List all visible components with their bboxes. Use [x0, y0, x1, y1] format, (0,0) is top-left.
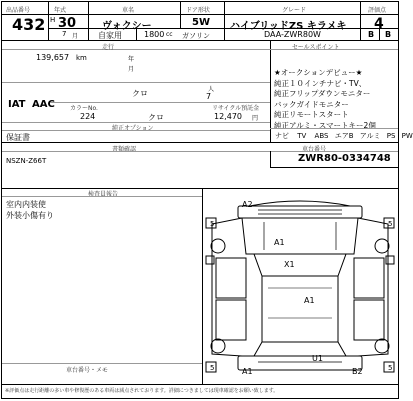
right-front-door — [354, 258, 384, 298]
remark-2: 外装小傷有り — [6, 211, 54, 220]
equipment-row — [275, 131, 413, 141]
damage-a1-rear: A1 — [242, 367, 253, 376]
left-rear-door — [216, 300, 246, 340]
left-mirror — [206, 256, 214, 264]
model-code: DAA-ZWR80W — [264, 30, 321, 39]
damage-a1-hood: A1 — [274, 238, 285, 247]
era: H — [50, 16, 56, 24]
fuel: ガソリン — [182, 32, 210, 40]
interior-grade: B — [368, 30, 375, 39]
year-unit: 年 — [128, 56, 135, 63]
damage-a1-roof: A1 — [304, 296, 315, 305]
color-no-label: カラーNo. — [70, 105, 98, 112]
grade-label: グレード — [282, 7, 307, 14]
color-no-2: クロ — [148, 113, 164, 122]
svg-text:5: 5 — [210, 364, 215, 372]
month-unit-2: 月 — [128, 66, 135, 73]
seats-unit: 人 — [208, 86, 215, 93]
car-damage-diagram — [202, 196, 398, 384]
svg-text:5: 5 — [210, 220, 215, 228]
footer-note: ※評価点は走行距離の多い車や修復歴のある車両は減点されております。詳細につきましては現車確認をお願い致します。 — [5, 388, 279, 394]
damage-b2-rear: B2 — [352, 367, 363, 376]
svg-text:5: 5 — [388, 364, 393, 372]
month-unit: 月 — [72, 33, 79, 40]
damage-u1: U1 — [312, 354, 323, 363]
equip-alloy: アルミ — [359, 132, 381, 140]
score: 4 — [374, 16, 384, 32]
feature-item: バックガイドモニター — [274, 99, 349, 109]
air-conditioning: AAC — [32, 99, 55, 110]
doors-label: ドア形状 — [186, 7, 210, 14]
lot-number: 432 — [12, 15, 46, 34]
right-rear-door — [354, 300, 384, 340]
score-label: 評価点 — [368, 7, 387, 14]
doors: 5W — [192, 17, 210, 28]
month: 7 — [62, 30, 67, 38]
model-year: 30 — [58, 16, 77, 31]
recycle-fee: 12,470 — [214, 112, 242, 121]
sales-points-list — [274, 68, 398, 132]
color: クロ — [132, 89, 148, 98]
wheel-fl — [211, 239, 225, 253]
equip-tv: TV — [297, 132, 307, 140]
feature-item: 純正フリップダウンモニター — [274, 89, 371, 99]
mileage-unit: km — [76, 54, 87, 62]
feature-item: ★オークションデビュー★ — [274, 68, 363, 77]
exterior-grade: B — [385, 30, 392, 39]
equip-airbag: エアB — [334, 132, 354, 140]
chassis-number: ZWR80-0334748 — [298, 153, 391, 164]
front-bumper-outline — [250, 201, 350, 206]
hood — [242, 218, 358, 254]
equip-ps: PS — [386, 132, 396, 140]
grille-lines — [258, 210, 342, 214]
wheel-rl — [211, 339, 225, 353]
right-mirror — [386, 256, 394, 264]
equip-abs: ABS — [314, 132, 329, 140]
wheel-rr — [375, 339, 389, 353]
displacement: 1800 — [144, 30, 165, 39]
recycle-label: リサイクル預託金 — [212, 105, 260, 112]
lot-label: 出品番号 — [6, 7, 31, 14]
usage: 自家用 — [98, 31, 122, 40]
remark-1: 室内内装使 — [6, 200, 46, 209]
equip-pw: PW — [401, 132, 413, 140]
mileage: 139,657 — [36, 53, 70, 62]
sales-label: セールスポイント — [292, 44, 340, 51]
car-name: ヴォクシー — [102, 21, 152, 32]
rear-window — [254, 342, 346, 356]
left-front-door — [216, 258, 246, 298]
wheel-fr — [375, 239, 389, 253]
cc-unit: cc — [166, 31, 173, 38]
transmission: IAT — [8, 99, 26, 110]
damage-x1: X1 — [284, 260, 295, 269]
chassis-label: 車台番号 — [302, 146, 327, 153]
seats: 7 — [206, 92, 212, 101]
mileage-label: 走行 — [102, 44, 115, 51]
year-label: 年式 — [54, 7, 67, 14]
feature-item: 純正アルミ・スマートキー2個 — [274, 120, 376, 130]
options-label: 純正オプション — [112, 125, 154, 132]
color-no: 224 — [80, 112, 96, 121]
registration-label: 書類確認 — [112, 146, 137, 153]
auction-sheet — [1, 1, 413, 399]
equip-navi: ナビ — [275, 132, 289, 140]
car-name-label: 車名 — [122, 7, 135, 14]
roof — [262, 276, 338, 342]
feature-item: 純正１０インチナビ・TV、 — [274, 78, 367, 88]
windshield — [254, 254, 346, 276]
svg-text:5: 5 — [388, 220, 393, 228]
rear-bumper — [238, 356, 362, 370]
roof-lines — [268, 288, 332, 318]
feature-item: 純正リモートスタート — [274, 110, 349, 120]
memo-label: 車台番号・メモ — [66, 367, 109, 374]
inspector-label: 検査員報告 — [88, 191, 119, 198]
chassis-prefix: NSZN-Z66T — [6, 157, 47, 165]
warranty: 保証書 — [6, 133, 30, 142]
damage-a2-front: A2 — [242, 200, 253, 209]
grade: ハイブリッドZS キラメキ — [230, 21, 347, 32]
front-bumper — [238, 206, 362, 218]
recycle-unit: 円 — [252, 115, 259, 122]
